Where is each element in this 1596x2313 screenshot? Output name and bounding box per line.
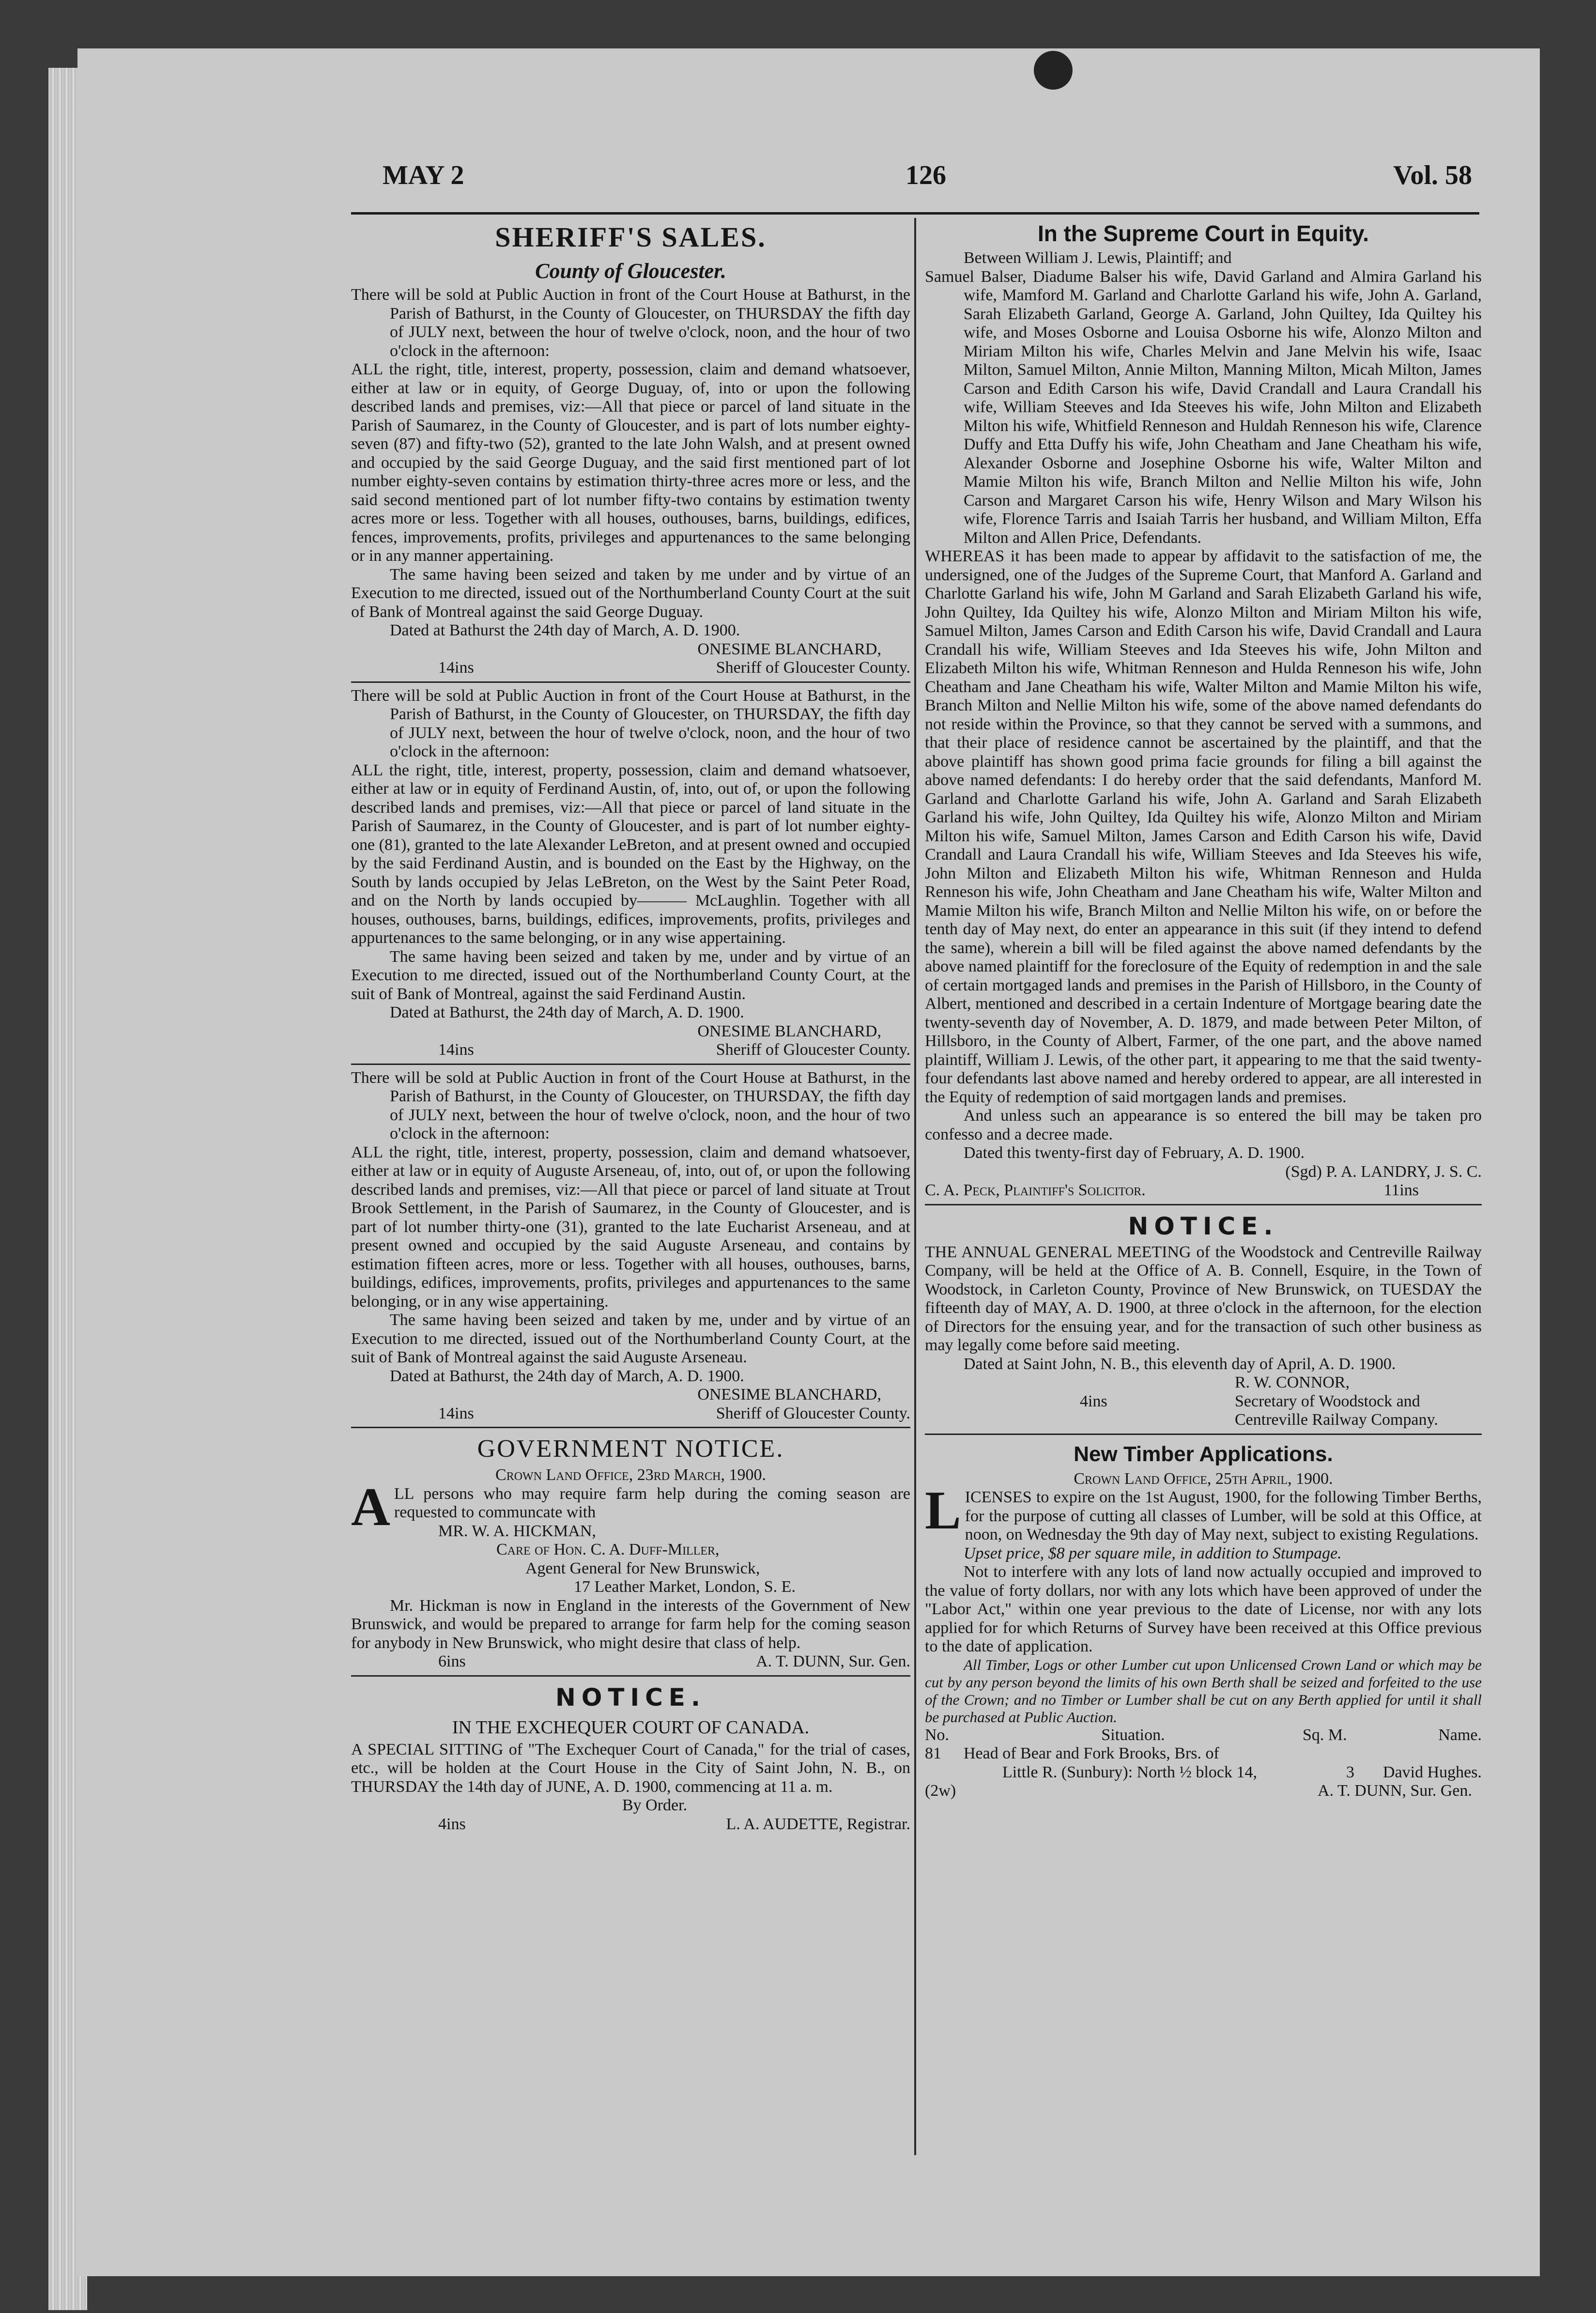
- timber-ins: (2w): [925, 1782, 956, 1800]
- railway-dated: Dated at Saint John, N. B., this eleventh day of April, A. D. 1900.: [964, 1355, 1396, 1373]
- exchequer-signature-row: [351, 1815, 910, 1834]
- sale2-signature-row: [351, 1041, 910, 1060]
- table-header-name: Name.: [1438, 1726, 1482, 1744]
- timber-signer: A. T. DUNN, Sur. Gen.: [1318, 1782, 1472, 1800]
- county-heading: County of Gloucester.: [535, 259, 726, 283]
- equity-judge: (Sgd) P. A. LANDRY, J. S. C.: [1285, 1162, 1482, 1181]
- page-header: [383, 160, 1472, 199]
- sale1-body: ALL the right, title, interest, property, possession, claim and demand whatsoever, either at law or in equity, of George Duguay, of, into or upon the following described lands and premises, viz:—All that piece or parcel of land situate in the Parish of Saumarez, in the County of Gloucester, and is part of lots number eighty-seven (87) and fifty-two (52), granted to the late John Walsh, and at present owned and occupied by the said George Duguay, and the said first mentioned part of lot number eighty-seven contains by estimation thirty-three acres more or less, and the said second mentioned part of lot number fifty-two contains by estimation twenty acres more or less. Together with all houses, outhouses, barns, buildings, edifices, fences, improvements, profits, privileges and appurtenances to the same belonging or in any manner appertaining.: [351, 360, 910, 565]
- sale3-sheriff: Sheriff of Gloucester County.: [716, 1404, 910, 1422]
- equity-solicitor: C. A. Peck, Plaintiff's Solicitor.: [925, 1181, 1146, 1199]
- equity-title: In the Supreme Court in Equity.: [1037, 221, 1369, 246]
- table-header-sqm: Sq. M.: [1303, 1726, 1347, 1744]
- exchequer-signer: L. A. AUDETTE, Registrar.: [726, 1815, 910, 1833]
- right-column: [925, 218, 1482, 1801]
- sale3-signature-row: [351, 1404, 910, 1423]
- column-divider: [914, 218, 916, 2155]
- sale1-sheriff: Sheriff of Gloucester County.: [716, 659, 910, 677]
- gov-office: Crown Land Office, 23rd March, 1900.: [495, 1466, 766, 1484]
- sale3-dated: Dated at Bathurst, the 24th day of March, A. D. 1900.: [390, 1367, 744, 1385]
- railway-signer: R. W. CONNOR,: [1235, 1373, 1350, 1391]
- table-header-no: No.: [925, 1726, 950, 1744]
- gov-ins: 6ins: [438, 1652, 466, 1670]
- divider: [351, 1675, 910, 1677]
- gov-agent: Agent General for New Brunswick,: [525, 1559, 760, 1577]
- gov-dropcap: A: [351, 1477, 390, 1537]
- railway-ins: 4ins: [1080, 1392, 1107, 1410]
- gov-body-text: LL persons who may require farm help during the coming season are requested to communcate with: [394, 1484, 910, 1521]
- table-row: [925, 1763, 1482, 1782]
- exchequer-title: IN THE EXCHEQUER COURT OF CANADA.: [452, 1717, 810, 1738]
- volume-number: Vol. 58: [1393, 160, 1472, 190]
- timber-warning: All Timber, Logs or other Lumber cut upon Unlicensed Crown Land or which may be cut by any person beyond the limits of his own Berth shall be seized and forfeited to the use of the Crown; and no Timber or Lumber shall be cut on any Berth applied for until it shall be purchased at Public Auction.: [925, 1656, 1482, 1726]
- timber-body-text: ICENSES to expire on the 1st August, 1900, for the following Timber Berths, for the purpose of cutting all classes of Lumber, will be sold at this Office, at noon, on Wednesday the 9th day of May next, subject to existing Regulations.: [965, 1488, 1482, 1543]
- equity-dated: Dated this twenty-first day of February, A. D. 1900.: [964, 1144, 1305, 1162]
- table-cell-situation1: Head of Bear and Fork Brooks, Brs. of: [964, 1744, 1219, 1762]
- sale2-ins: 14ins: [438, 1041, 474, 1059]
- notice-title: NOTICE.: [555, 1683, 706, 1712]
- railway-signature-row: [925, 1392, 1482, 1411]
- exchequer-ins: 4ins: [438, 1815, 466, 1833]
- equity-ins: 11ins: [1383, 1181, 1419, 1199]
- exchequer-order: By Order.: [622, 1796, 688, 1814]
- timber-title: New Timber Applications.: [1074, 1442, 1333, 1466]
- equity-solicitor-row: [925, 1181, 1482, 1200]
- gov-address: 17 Leather Market, London, S. E.: [574, 1578, 796, 1596]
- divider: [925, 1434, 1482, 1435]
- header-rule: [351, 212, 1479, 215]
- sale3-signer: ONESIME BLANCHARD,: [697, 1386, 881, 1403]
- timber-dropcap: L: [925, 1480, 961, 1541]
- government-notice-title: GOVERNMENT NOTICE.: [477, 1435, 784, 1463]
- timber-body: [925, 1480, 1482, 1544]
- sale1-intro: There will be sold at Public Auction in front of the Court House at Bathurst, in the Parish of Bathurst, in the County of Gloucester, on THURSDAY the fifth day of JULY next, between the hour of twelve o'clock, noon, and the hour of two o'clock in the afternoon:: [351, 286, 910, 360]
- sale2-body: ALL the right, title, interest, property, possession, claim and demand whatsoever, either at law or in equity of Ferdinand Austin, of, into, out of, or upon the following described lands and premises, viz:—All that piece or parcel of land situate in the Parish of Saumarez, in the County of Gloucester, and is part of lot number eighty-one (81), granted to the late Alexander LeBreton, and at present owned and occupied by the said Ferdinand Austin, and is bounded on the East by the Highway, on the South by lands occupied by Jelas LeBreton, on the West by the Saint Peter Road, and on the North by lands occupied by——— McLaughlin. Together with all houses, outhouses, barns, buildings, edifices, improvements, profits, privileges and appurtenances to the same belonging, or in any wise appertaining.: [351, 761, 910, 947]
- left-column: [351, 218, 910, 1834]
- sale1-signature-row: [351, 659, 910, 678]
- divider: [351, 1427, 910, 1428]
- table-cell-name: David Hughes.: [1383, 1763, 1482, 1781]
- exchequer-body: A SPECIAL SITTING of "The Exchequer Court of Canada," for the trial of cases, etc., will be holden at the Court House in the City of Saint John, N. B., on THURSDAY the 14th day of JUNE, A. D. 1900, commencing at 11 a. m.: [351, 1740, 910, 1796]
- gov-signer: A. T. DUNN, Sur. Gen.: [756, 1652, 910, 1670]
- page-number: 126: [905, 160, 946, 190]
- table-row: [925, 1744, 1482, 1763]
- railway-title1: Secretary of Woodstock and: [1235, 1392, 1420, 1410]
- table-cell-sqm: 3: [1346, 1763, 1354, 1781]
- notice-title: NOTICE.: [1128, 1212, 1279, 1240]
- sale3-ins: 14ins: [438, 1404, 474, 1422]
- divider: [351, 681, 910, 683]
- timber-signature-row: [925, 1782, 1482, 1801]
- sale2-signer: ONESIME BLANCHARD,: [697, 1022, 881, 1040]
- railway-title2: Centreville Railway Company.: [1235, 1411, 1438, 1429]
- timber-body2: Not to interfere with any lots of land now actually occupied and improved to the value of forty dollars, nor with any lots which have been approved of under the "Labor Act," within one year previous to the date of License, nor with any lots applied for for which Returns of Survey have been received at this Office previous to the date of application.: [925, 1563, 1482, 1655]
- sale1-ins: 14ins: [438, 659, 474, 677]
- sale3-seized: The same having been seized and taken by me, under and by virtue of an Execution to me directed, issued out of the Northumberland County Court, at the suit of Bank of Montreal against the said Auguste Arseneau.: [351, 1311, 910, 1366]
- divider: [925, 1204, 1482, 1205]
- equity-whereas: WHEREAS it has been made to appear by affidavit to the satisfaction of me, the undersigned, one of the Judges of the Supreme Court, that Manford A. Garland and Charlotte Garland his wife, John M Garland and Sarah Elizabeth Garland his wife, John Quiltey, Ida Quiltey his wife, Alonzo Milton and Miriam Milton his wife, Samuel Milton, James Carson and Edith Carson his wife, David Crandall and Laura Crandall his wife, William Steeves and Ida Steeves his wife, John Milton and Elizabeth Milton his wife, Whitman Renneson and Hulda Renneson his wife, John Cheatham and Jane Cheatham his wife, Walter Milton and Mamie Milton his wife, Branch Milton and Nellie Milton his wife, some of the above named defendants do not reside within the Province, so that they cannot be served with a summons, and that their place of residence cannot be ascertained by the plaintiff, and that the above plaintiff has shown good prima facie grounds for filing a bill against the above named defendants: I do hereby order that the said defendants, Manford M. Garland and Charlotte Garland his wife, John A. Garland and Sarah Elizabeth Garland his wife, John Quiltey, Ida Quiltey his wife, Alonzo Milton and Miriam Milton his wife, Samuel Milton, James Carson and Edith Carson his wife, David Crandall and Laura Crandall his wife, William Steeves and Ida Steeves his wife, John Milton and Elizabeth Milton his wife, Whitman Renneson and Hulda Renneson his wife, John Cheatham and Jane Cheatham his wife, Walter Milton and Mamie Milton his wife, Branch Milton and Nellie Milton his wife, on or before the tenth day of May next, do enter an appearance in this suit (if they intend to defend the same), wherein a bill will be filed against the above named defendants by the above named plaintiff for the foreclosure of the Equity of redemption in and the sale of certain mortgaged lands and premises in the Parish of Hillsboro, in the County of Albert, mentioned and described in a certain Indenture of Mortgage bearing date the twenty-seventh day of November, A. D. 1879, and made between Peter Milton, of Hillsboro, in the County of Albert, Farmer, of the one part, and the above named plaintiff, William J. Lewis, of the other part, it appearing to me that the said twenty-four defendants last above named and hereby ordered to appear, are all interested in the Equity of redemption of said mortgagen lands and premises.: [925, 547, 1482, 1106]
- sale3-intro: There will be sold at Public Auction in front of the Court House at Bathurst, in the Parish of Bathurst, in the County of Gloucester, on THURSDAY, the fifth day of JULY next, between the hour of twelve o'clock, noon, and the hour of two o'clock in the afternoon:: [351, 1068, 910, 1142]
- gov-care: Care of Hon. C. A. Duff-Miller,: [496, 1541, 720, 1558]
- equity-unless: And unless such an appearance is so entered the bill may be taken pro confesso and a decree made.: [925, 1107, 1482, 1143]
- divider: [351, 1064, 910, 1065]
- gov-name: MR. W. A. HICKMAN,: [438, 1522, 596, 1540]
- sale1-seized: The same having been seized and taken by me under and by virtue of an Execution to me directed, issued out of the Northumberland County Court at the suit of Bank of Montreal against the said George Duguay.: [351, 565, 910, 621]
- timber-upset: Upset price, $8 per square mile, in addition to Stumpage.: [964, 1544, 1342, 1562]
- table-cell-no: 81: [925, 1744, 941, 1762]
- sheriff-sales-title: SHERIFF'S SALES.: [495, 221, 767, 253]
- sale2-sheriff: Sheriff of Gloucester County.: [716, 1041, 910, 1059]
- sale1-signer: ONESIME BLANCHARD,: [697, 640, 881, 658]
- sale2-intro: There will be sold at Public Auction in front of the Court House at Bathurst, in the Parish of Bathurst, in the County of Gloucester, on THURSDAY, the fifth day of JULY next, between the hour of twelve o'clock, noon, and the hour of two o'clock in the afternoon:: [351, 686, 910, 760]
- gov-signature-row: [351, 1652, 910, 1671]
- equity-parties2: Samuel Balser, Diadume Balser his wife, David Garland and Almira Garland his wife, Mamford M. Garland and Charlotte Garland his wife, John A. Garland, Sarah Elizabeth Garland, George A. Garland, John Quiltey, Ida Quiltey his wife, and Moses Osborne and Louisa Osborne his wife, Alonzo Milton and Miriam Milton his wife, Charles Melvin and Jane Melvin his wife, Isaac Milton, Samuel Milton, Annie Milton, Manning Milton, Micah Milton, James Carson and Edith Carson his wife, David Crandall and Laura Crandall his wife, William Steeves and Ida Steeves his wife, John Milton and Elizabeth Milton his wife, Whitfield Renneson and Huldah Renneson his wife, Clarence Duffy and Etta Duffy his wife, John Cheatham and Jane Cheatham his wife, Alexander Osborne and Josephine Osborne his wife, Walter Milton and Mamie Milton his wife, Branch Milton and Nellie Milton his wife, John Carson and Margaret Carson his wife, Henry Wilson and Mary Wilson his wife, Florence Tarris and Isaiah Tarris her husband, and William Milton, Effa Milton and Allen Price, Defendants.: [925, 267, 1482, 547]
- gov-body2: Mr. Hickman is now in England in the interests of the Government of New Brunswick, and would be prepared to arrange for farm help for the coming season for anybody in New Brunswick, who might desire that class of help.: [351, 1596, 910, 1652]
- sale1-dated: Dated at Bathurst the 24th day of March, A. D. 1900.: [390, 621, 740, 639]
- sale3-body: ALL the right, title, interest, property, possession, claim and demand whatsoever, either at law or in equity of Auguste Arseneau, of, into, out of, or upon the following described lands and premises, viz:—All that piece or parcel of land situate at Trout Brook Settlement, in the Parish of Saumarez, in the County of Gloucester, and is part of lot number thirty-one (31), granted to the late Eucharist Arseneau, and at present owned and occupied by the said Auguste Arseneau, and contains by estimation fifteen acres, more or less. Together with all houses, outhouses, barns, buildings, edifices, improvements, profits, privileges and appurtenances to the same belonging, or in any wise appertaining.: [351, 1143, 910, 1311]
- timber-table-header: [925, 1726, 1482, 1745]
- equity-parties1: Between William J. Lewis, Plaintiff; and: [964, 249, 1232, 267]
- issue-date: MAY 2: [383, 160, 464, 190]
- table-header-situation: Situation.: [1101, 1726, 1165, 1744]
- timber-office: Crown Land Office, 25th April, 1900.: [1074, 1469, 1333, 1488]
- binding-hole: [1034, 51, 1073, 90]
- railway-body: THE ANNUAL GENERAL MEETING of the Woodstock and Centreville Railway Company, will be held at the Office of A. B. Connell, Esquire, in the Town of Woodstock, in Carleton County, Province of New Brunswick, on TUESDAY the fifteenth day of MAY, A. D. 1900, at three o'clock in the afternoon, for the election of Directors for the ensuing year, and for the transaction of such other business as may legally come before said meeting.: [925, 1243, 1482, 1354]
- table-cell-situation2: Little R. (Sunbury): North ½ block 14,: [1002, 1763, 1258, 1781]
- sale2-seized: The same having been seized and taken by me, under and by virtue of an Execution to me directed, issued out of the Northumberland County Court, at the suit of Bank of Montreal, against the said Ferdinand Austin.: [351, 947, 910, 1003]
- sale2-dated: Dated at Bathurst, the 24th day of March, A. D. 1900.: [390, 1003, 744, 1021]
